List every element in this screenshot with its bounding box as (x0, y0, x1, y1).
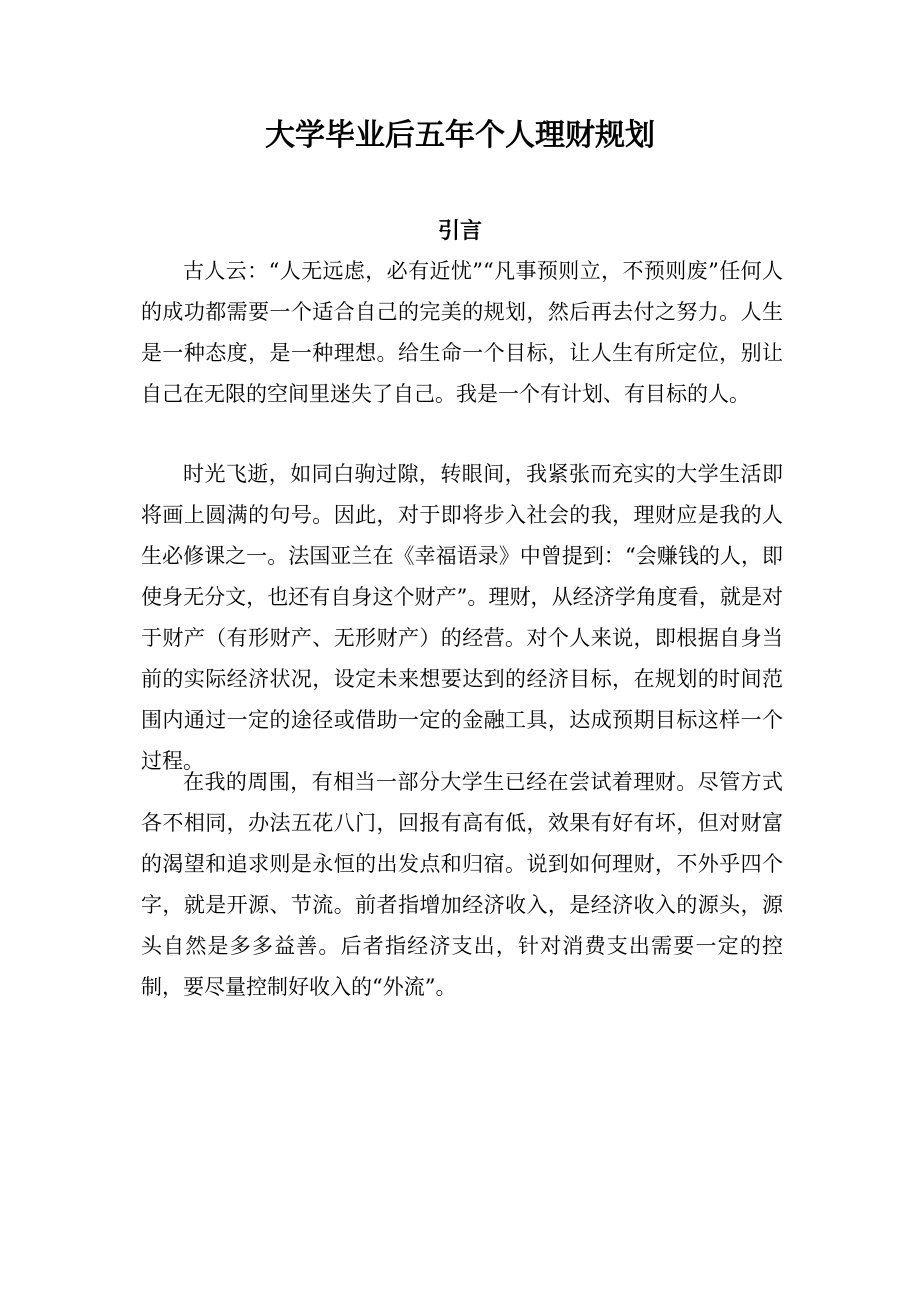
paragraph-1: 古人云：“人无远虑，必有近忧”“凡事预则立，不预则废”任何人的成功都需要一个适合自己的完美的规划，然后再去付之努力。人生是一种态度，是一种理想。给生命一个目标，让人生有所定位，别让自己在无限的空间里迷失了自己。我是一个有计划、有目标的人。 (141, 259, 783, 406)
paragraph-2: 时光飞逝，如同白驹过隙，转眼间，我紧张而充实的大学生活即将画上圆满的句号。因此，对于即将步入社会的我，理财应是我的人生必修课之一。法国亚兰在《幸福语录》中曾提到：“会赚钱的人，即使身无分文，也还有自身这个财产”。理财，从经济学角度看，就是对于财产（有形财产、无形财产）的经营。对个人来说，即根据自身当前的实际经济状况，设定未来想要达到的经济目标，在规划的时间范围内通过一定的途径或借助一定的金融工具，达成预期目标这样一个过程。 (141, 462, 783, 773)
section-heading-introduction: 引言 (437, 218, 482, 244)
paragraph-3: 在我的周围，有相当一部分大学生已经在尝试着理财。尽管方式各不相同，办法五花八门，回报有高有低，效果有好有坏，但对财富的渴望和追求则是永恒的出发点和归宿。说到如何理财，不外乎四个字，就是开源、节流。前者指增加经济收入，是经济收入的源头，源头自然是多多益善。后者指经济支出，针对消费支出需要一定的控制，要尽量控制好收入的“外流”。 (141, 770, 783, 999)
document-title: 大学毕业后五年个人理财规划 (265, 118, 655, 153)
